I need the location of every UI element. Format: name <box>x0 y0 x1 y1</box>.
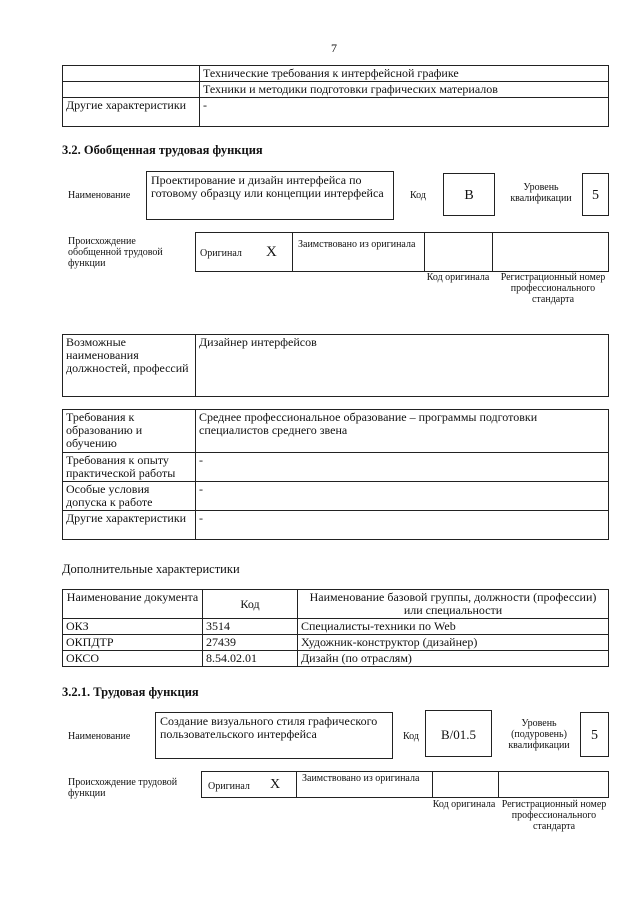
original-label: Оригинал <box>200 248 242 259</box>
table-row <box>63 82 609 98</box>
req-value: - <box>196 453 609 482</box>
code-value: B/01.5 <box>425 710 492 757</box>
table-cell: Техники и методики подготовки графических материалов <box>200 82 609 98</box>
divider <box>292 233 293 271</box>
req-label: Требования к образованию и обучению <box>63 410 196 453</box>
table-row <box>63 482 609 511</box>
level-value: 5 <box>582 173 609 216</box>
table-cell: - <box>200 98 609 127</box>
caption-code: Код оригинала <box>432 799 496 810</box>
section-heading: 3.2.1. Трудовая функция <box>62 685 199 699</box>
table-cell <box>63 66 200 82</box>
req-value: Среднее профессиональное образование – программы подготовки специалистов среднего звена <box>196 410 609 453</box>
table-header: Наименование базовой группы, должности (профессии) или специальности <box>298 590 609 619</box>
name-value: Проектирование и дизайн интерфейса по готовому образцу или концепции интерфейса <box>146 171 394 220</box>
table-row <box>63 511 609 540</box>
table-cell <box>63 82 200 98</box>
origin-label: Происхождение обобщенной трудовой функции <box>68 236 163 269</box>
level-value: 5 <box>580 712 609 757</box>
origin-label: Происхождение трудовой функции <box>68 777 178 799</box>
table-cell: ОКСО <box>63 651 203 667</box>
name-label: Наименование <box>68 731 131 742</box>
divider <box>498 772 499 797</box>
positions-table <box>62 334 609 397</box>
original-mark: X <box>266 244 277 260</box>
req-value: - <box>196 511 609 540</box>
req-label: Другие характеристики <box>63 511 196 540</box>
table-row <box>63 98 609 127</box>
table-cell: 27439 <box>203 635 298 651</box>
table-row <box>63 410 609 453</box>
table-row <box>63 335 609 397</box>
table-cell: Технические требования к интерфейсной графике <box>200 66 609 82</box>
level-label: Уровень (подуровень) квалификации <box>508 718 570 751</box>
name-label: Наименование <box>68 190 131 201</box>
table-row <box>63 635 609 651</box>
original-label: Оригинал <box>208 781 250 792</box>
req-label: Особые условия допуска к работе <box>63 482 196 511</box>
origin-box <box>201 771 609 798</box>
positions-value: Дизайнер интерфейсов <box>196 335 609 397</box>
req-value: - <box>196 482 609 511</box>
table-row <box>63 66 609 82</box>
additional-table <box>62 589 609 667</box>
table-cell: Другие характеристики <box>63 98 200 127</box>
table-header-row <box>63 590 609 619</box>
name-value: Создание визуального стиля графического пользовательского интерфейса <box>155 712 393 759</box>
caption-reg: Регистрационный номер профессионального стандарта <box>500 272 606 305</box>
table-row <box>63 651 609 667</box>
table-row <box>63 453 609 482</box>
positions-label: Возможные наименования должностей, профессий <box>63 335 196 397</box>
table-header: Наименование документа <box>63 590 203 619</box>
table-header: Код <box>203 590 298 619</box>
divider <box>296 772 297 797</box>
divider <box>492 233 493 271</box>
caption-code: Код оригинала <box>426 272 490 283</box>
origin-box <box>195 232 609 272</box>
table-cell: Дизайн (по отраслям) <box>298 651 609 667</box>
additional-heading: Дополнительные характеристики <box>62 562 240 576</box>
section-heading: 3.2. Обобщенная трудовая функция <box>62 143 263 157</box>
top-table <box>62 65 609 127</box>
code-label: Код <box>403 731 419 742</box>
table-cell: ОКЗ <box>63 619 203 635</box>
level-label: Уровень квалификации <box>510 182 572 204</box>
req-label: Требования к опыту практической работы <box>63 453 196 482</box>
table-cell: 8.54.02.01 <box>203 651 298 667</box>
code-value: B <box>443 173 495 216</box>
table-cell: 3514 <box>203 619 298 635</box>
page-number: 7 <box>331 41 337 55</box>
requirements-table <box>62 409 609 540</box>
table-cell: Художник-конструктор (дизайнер) <box>298 635 609 651</box>
table-cell: ОКПДТР <box>63 635 203 651</box>
divider <box>424 233 425 271</box>
divider <box>432 772 433 797</box>
table-row <box>63 619 609 635</box>
original-mark: X <box>270 777 281 792</box>
caption-reg: Регистрационный номер профессионального стандарта <box>501 799 607 832</box>
code-label: Код <box>410 190 426 201</box>
table-cell: Специалисты-техники по Web <box>298 619 609 635</box>
borrowed-label: Заимствовано из оригинала <box>298 239 416 250</box>
borrowed-label: Заимствовано из оригинала <box>302 773 420 784</box>
